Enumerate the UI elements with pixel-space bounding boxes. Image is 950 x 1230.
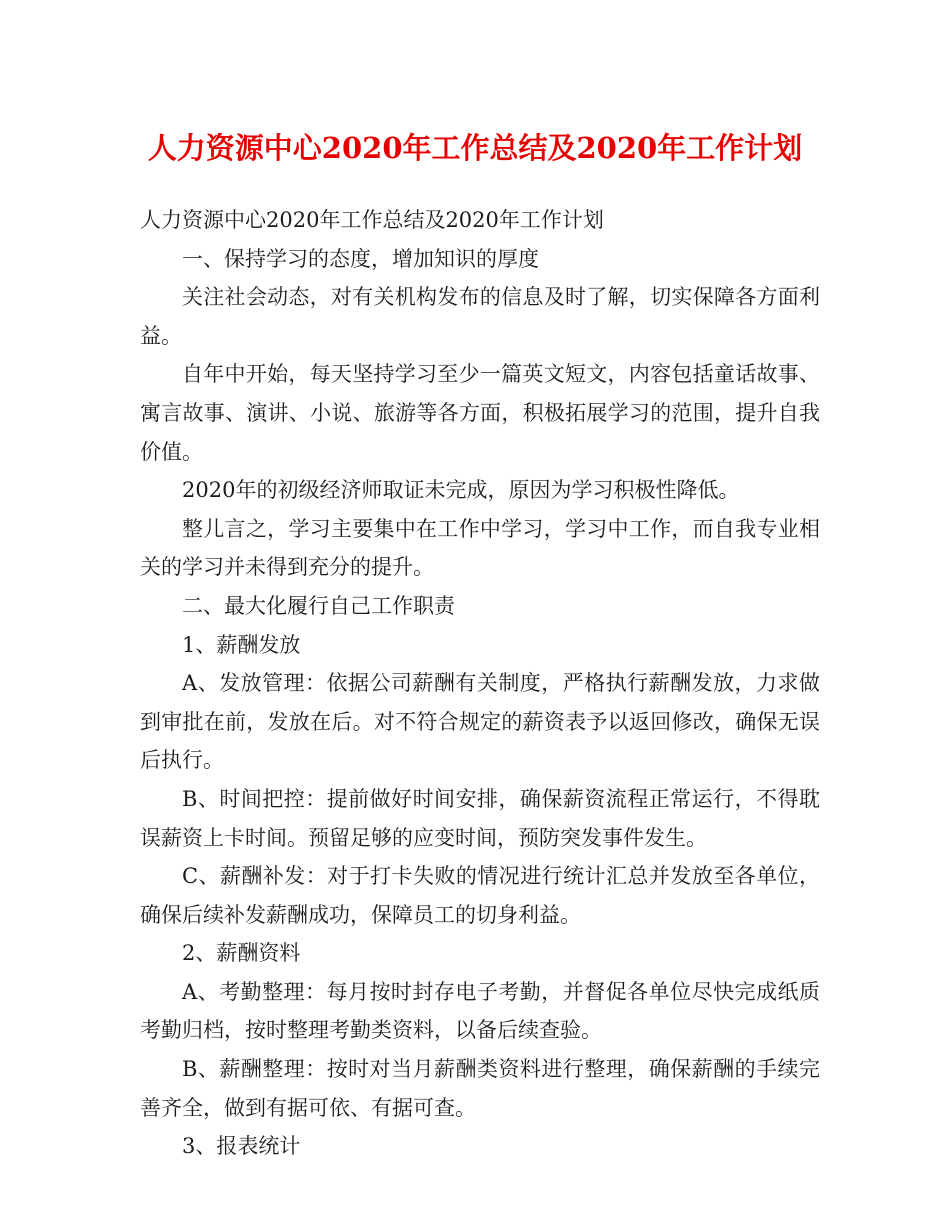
paragraph: 整儿言之，学习主要集中在工作中学习，学习中工作，而自我专业相关的学习并未得到充分的提升。 [140,516,820,580]
document-body [140,201,820,1166]
paragraph: B、时间把控：提前做好时间安排，确保薪资流程正常运行，不得耽误薪资上卡时间。预留足够的应变时间，预防突发事件发生。 [140,786,820,850]
paragraph: C、薪酬补发：对于打卡失败的情况进行统计汇总并发放至各单位，确保后续补发薪酬成功，保障员工的切身利益。 [140,864,820,927]
paragraph: 自年中开始，每天坚持学习至少一篇英文短文，内容包括童话故事、寓言故事、演讲、小说、旅游等各方面，积极拓展学习的范围，提升自我价值。 [140,362,820,464]
subsection-heading: 2、薪酬资料 [182,941,301,966]
subsection-heading: 3、报表统计 [182,1134,301,1159]
document-title: 人力资源中心2020年工作总结及2020年工作计划 [147,131,803,165]
paragraph: 2020年的初级经济师取证未完成，原因为学习积极性降低。 [182,478,740,503]
paragraph: A、发放管理：依据公司薪酬有关制度，严格执行薪酬发放，力求做到审批在前，发放在后。对不符合规定的薪资表予以返回修改，确保无误后执行。 [140,671,820,773]
section-heading-2: 二、最大化履行自己工作职责 [182,593,455,618]
paragraph-heading: 人力资源中心2020年工作总结及2020年工作计划 [140,208,604,232]
paragraph: 关注社会动态，对有关机构发布的信息及时了解，切实保障各方面利益。 [140,285,820,348]
paragraph: A、考勤整理：每月按时封存电子考勤，并督促各单位尽快完成纸质考勤归档，按时整理考勤类资料，以备后续查验。 [140,979,820,1043]
section-heading-1: 一、保持学习的态度，增加知识的厚度 [182,246,539,271]
subsection-heading: 1、薪酬发放 [182,632,301,657]
paragraph: B、薪酬整理：按时对当月薪酬类资料进行整理，确保薪酬的手续完善齐全，做到有据可依、有据可查。 [140,1057,820,1120]
